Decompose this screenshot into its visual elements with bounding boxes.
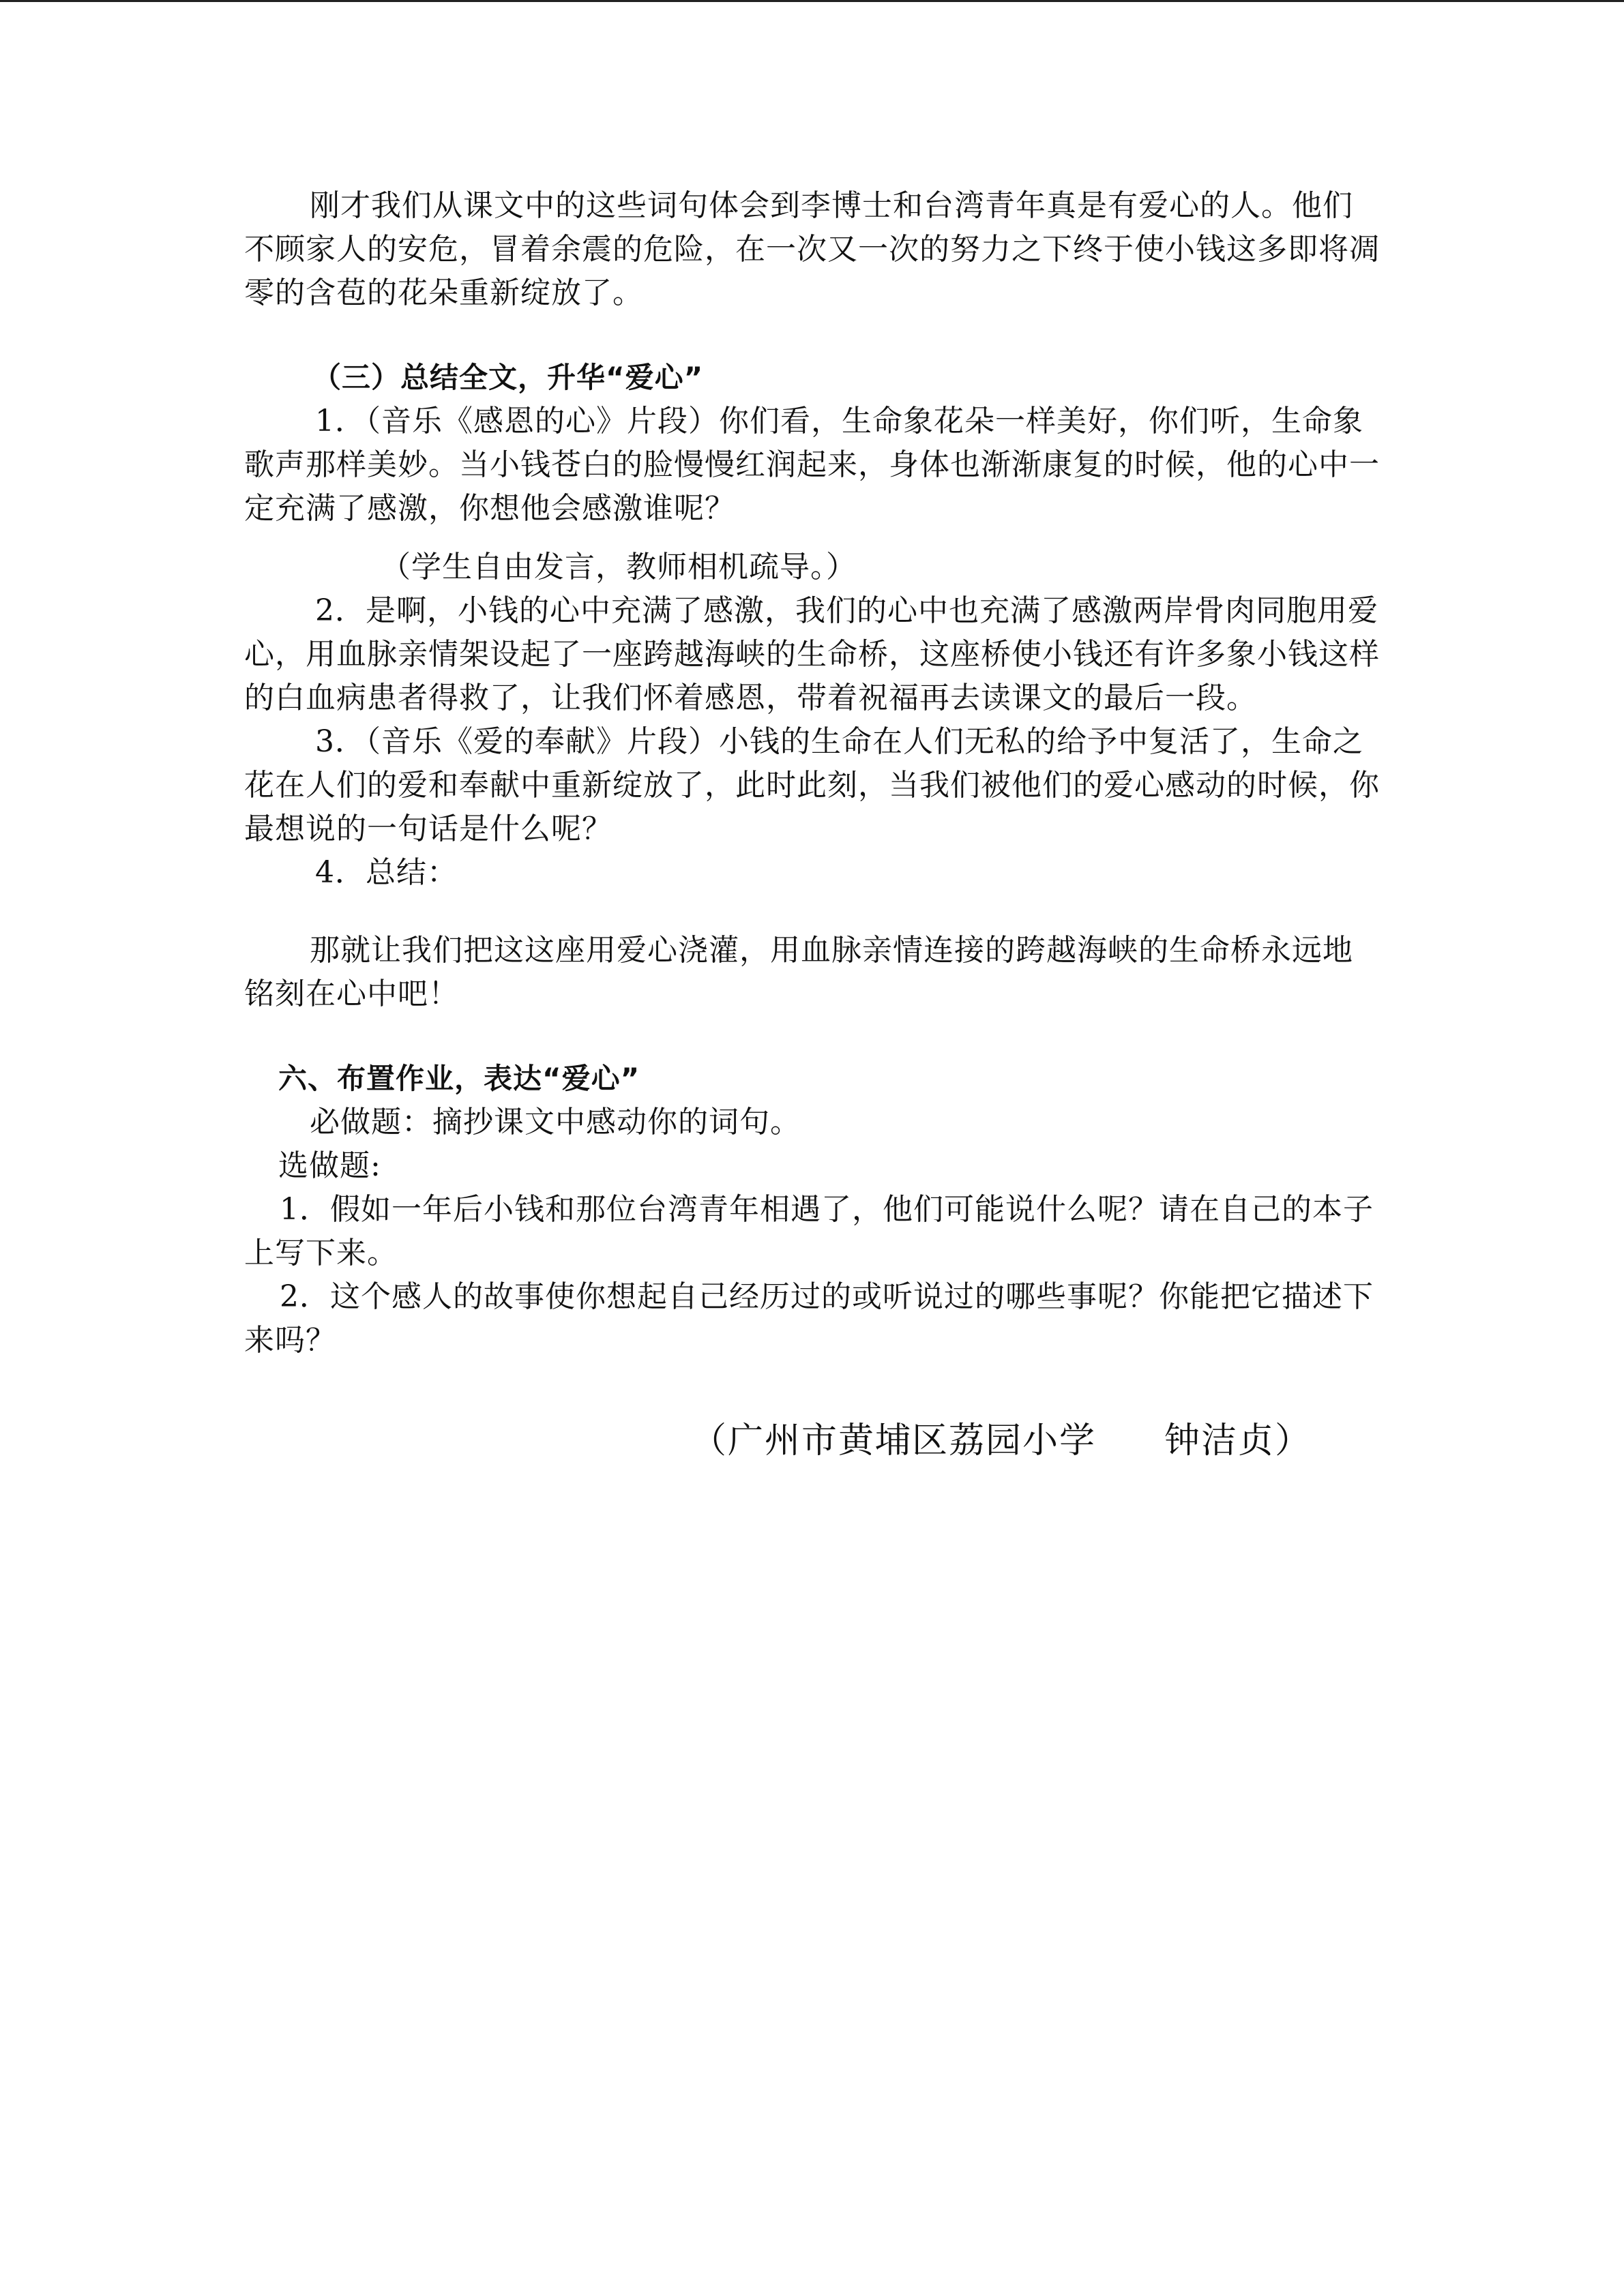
optional-item-2: 2．这个感人的故事使你想起自己经历过的或听说过的哪些事呢？你能把它描述下来吗？ — [244, 1279, 1374, 1358]
optional-homework-label: 选做题: — [278, 1148, 381, 1183]
paragraph-summary: 刚才我们从课文中的这些词句体会到李博士和台湾青年真是有爱心的人。他们不顾家人的安危，冒着余震的危险，在一次又一次的努力之下终于使小钱这多即将凋零的含苞的花朵重新绽放了。 — [244, 188, 1380, 310]
signature — [244, 1417, 1380, 1465]
closing-paragraph: 那就让我们把这这座用爱心浇灌，用血脉亲情连接的跨越海峡的生命桥永远地铭刻在心中吧！ — [244, 933, 1353, 1011]
top-border-line — [0, 0, 1624, 2]
list-item-2: 2．是啊，小钱的心中充满了感激，我们的心中也充满了感激两岸骨肉同胞用爱心，用血脉亲情架设起了一座跨越海峡的生命桥，这座桥使小钱还有许多象小钱这样的白血病患者得救了，让我们怀着感恩，带着祝福再去读课文的最后一段。 — [244, 593, 1380, 715]
document-page — [244, 184, 1380, 1465]
section-heading-3: （三）总结全文，升华“爱心” — [312, 361, 704, 394]
signature-author: 钟洁贞） — [1164, 1420, 1312, 1461]
optional-item-1: 1．假如一年后小钱和那位台湾青年相遇了，他们可能说什么呢？请在自己的本子上写下来。 — [244, 1192, 1374, 1270]
section-heading-6: 六、布置作业，表达“爱心” — [278, 1062, 640, 1095]
list-item-1: 1．（音乐《感恩的心》片段）你们看，生命象花朵一样美好，你们听，生命象歌声那样美妙。当小钱苍白的脸慢慢红润起来，身体也渐渐康复的时候，他的心中一定充满了感激，你想他会感激谁呢？ — [244, 404, 1380, 526]
list-item-4: 4．总结： — [315, 855, 458, 890]
signature-school: （广州市黄埔区荔园小学 — [691, 1420, 1097, 1461]
student-note: （学生自由发言，教师相机疏导。） — [381, 550, 857, 584]
list-item-3: 3．（音乐《爱的奉献》片段）小钱的生命在人们无私的给予中复活了，生命之花在人们的爱和奉献中重新绽放了，此时此刻，当我们被他们的爱心感动的时候，你最想说的一句话是什么呢？ — [244, 724, 1380, 846]
required-homework: 必做题：摘抄课文中感动你的词句。 — [310, 1105, 801, 1139]
